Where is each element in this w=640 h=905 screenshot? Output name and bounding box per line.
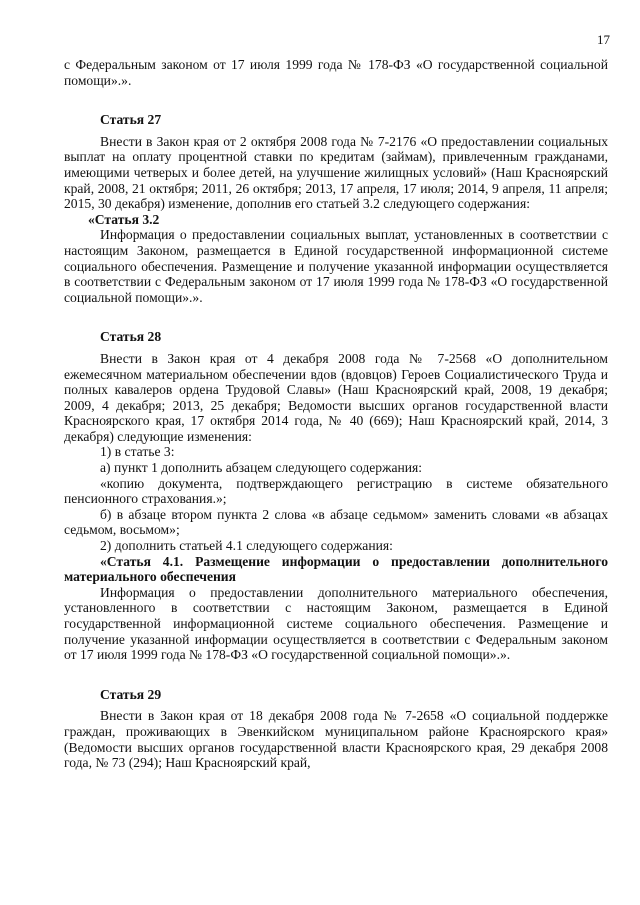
item-1-b: б) в абзаце втором пункта 2 слова «в абзаце седьмом» заменить словами «в абзацах седьмом, восьмом»; [64,506,608,538]
article-27-text: Внести в Закон края от 2 октября 2008 года № 7-2176 «О предоставлении социальных выплат на оплату процентной ставки по кредитам (займам), привлеченным гражданами, имеющими четверых и более детей, на улучшение жилищных условий» (Наш Красноярский край, 2008, 21 октября; 2011, 26 октября; 2013, 17 апреля, 17 июля; 2014, 9 апреля, 11 апреля; 2015, 30 декабря) изменение, дополнив его статьей 3.2 следующего содержания: [64,133,608,212]
article-29-text: Внести в Закон края от 18 декабря 2008 года № 7-2658 «О социальной поддержке граждан, проживающих в Эвенкийском муниципальном районе Красноярского края» (Ведомости высших органов государственной власти Красноярского края, 29 декабря 2008 года, № 73 (294); Наш Красноярский край, [64,708,608,771]
item-1: 1) в статье 3: [100,444,175,460]
document-body [64,57,608,771]
article-4-1-heading: «Статья 4.1. Размещение информации о предоставлении дополнительного материального обеспечения [64,553,608,585]
page-number: 17 [597,32,610,47]
article-27-heading: Статья 27 [100,112,162,128]
item-1-a: а) пункт 1 дополнить абзацем следующего содержания: [100,460,423,476]
article-3-2-heading: «Статья 3.2 [88,211,160,227]
article-28-heading: Статья 28 [100,329,162,345]
article-3-2-text: Информация о предоставлении социальных выплат, установленных в соответствии с настоящим Законом, размещается в Единой государственной информационной системе социального обеспечения. Размещение и получение указанной информации осуществляется в соответствии с Федеральным законом от 17 июля 1999 года № 178-ФЗ «О государственной социальной помощи».». [64,227,608,305]
item-2: 2) дополнить статьей 4.1 следующего содержания: [100,538,393,554]
article-4-1-text: Информация о предоставлении дополнительного материального обеспечения, установленного в соответствии с настоящим Законом, размещается в Единой государственной информационной системе социального обеспечения. Размещение и получение указанной информации осуществляется в соответствии с Федеральным законом от 17 июля 1999 года № 178-ФЗ «О государственной социальной помощи».». [64,584,608,663]
article-28-text: Внести в Закон края от 4 декабря 2008 года № 7-2568 «О дополнительном ежемесячном материальном обеспечении вдов (вдовцов) Героев Социалистического Труда и полных кавалеров ордена Трудовой Славы» (Наш Красноярский край, 2008, 19 декабря; 2009, 4 декабря; 2013, 25 декабря; Ведомости высших органов государственной власти Красноярского края, 17 октября 2014 года, № 40 (669); Наш Красноярский край, 2014, 3 декабря) следующие изменения: [64,350,608,444]
item-1-a-quote: «копию документа, подтверждающего регистрацию в системе обязательного пенсионного страхования.»; [64,475,608,507]
article-29-heading: Статья 29 [100,686,162,702]
continuation-paragraph: с Федеральным законом от 17 июля 1999 года № 178-ФЗ «О государственной социальной помощи».». [64,57,608,88]
